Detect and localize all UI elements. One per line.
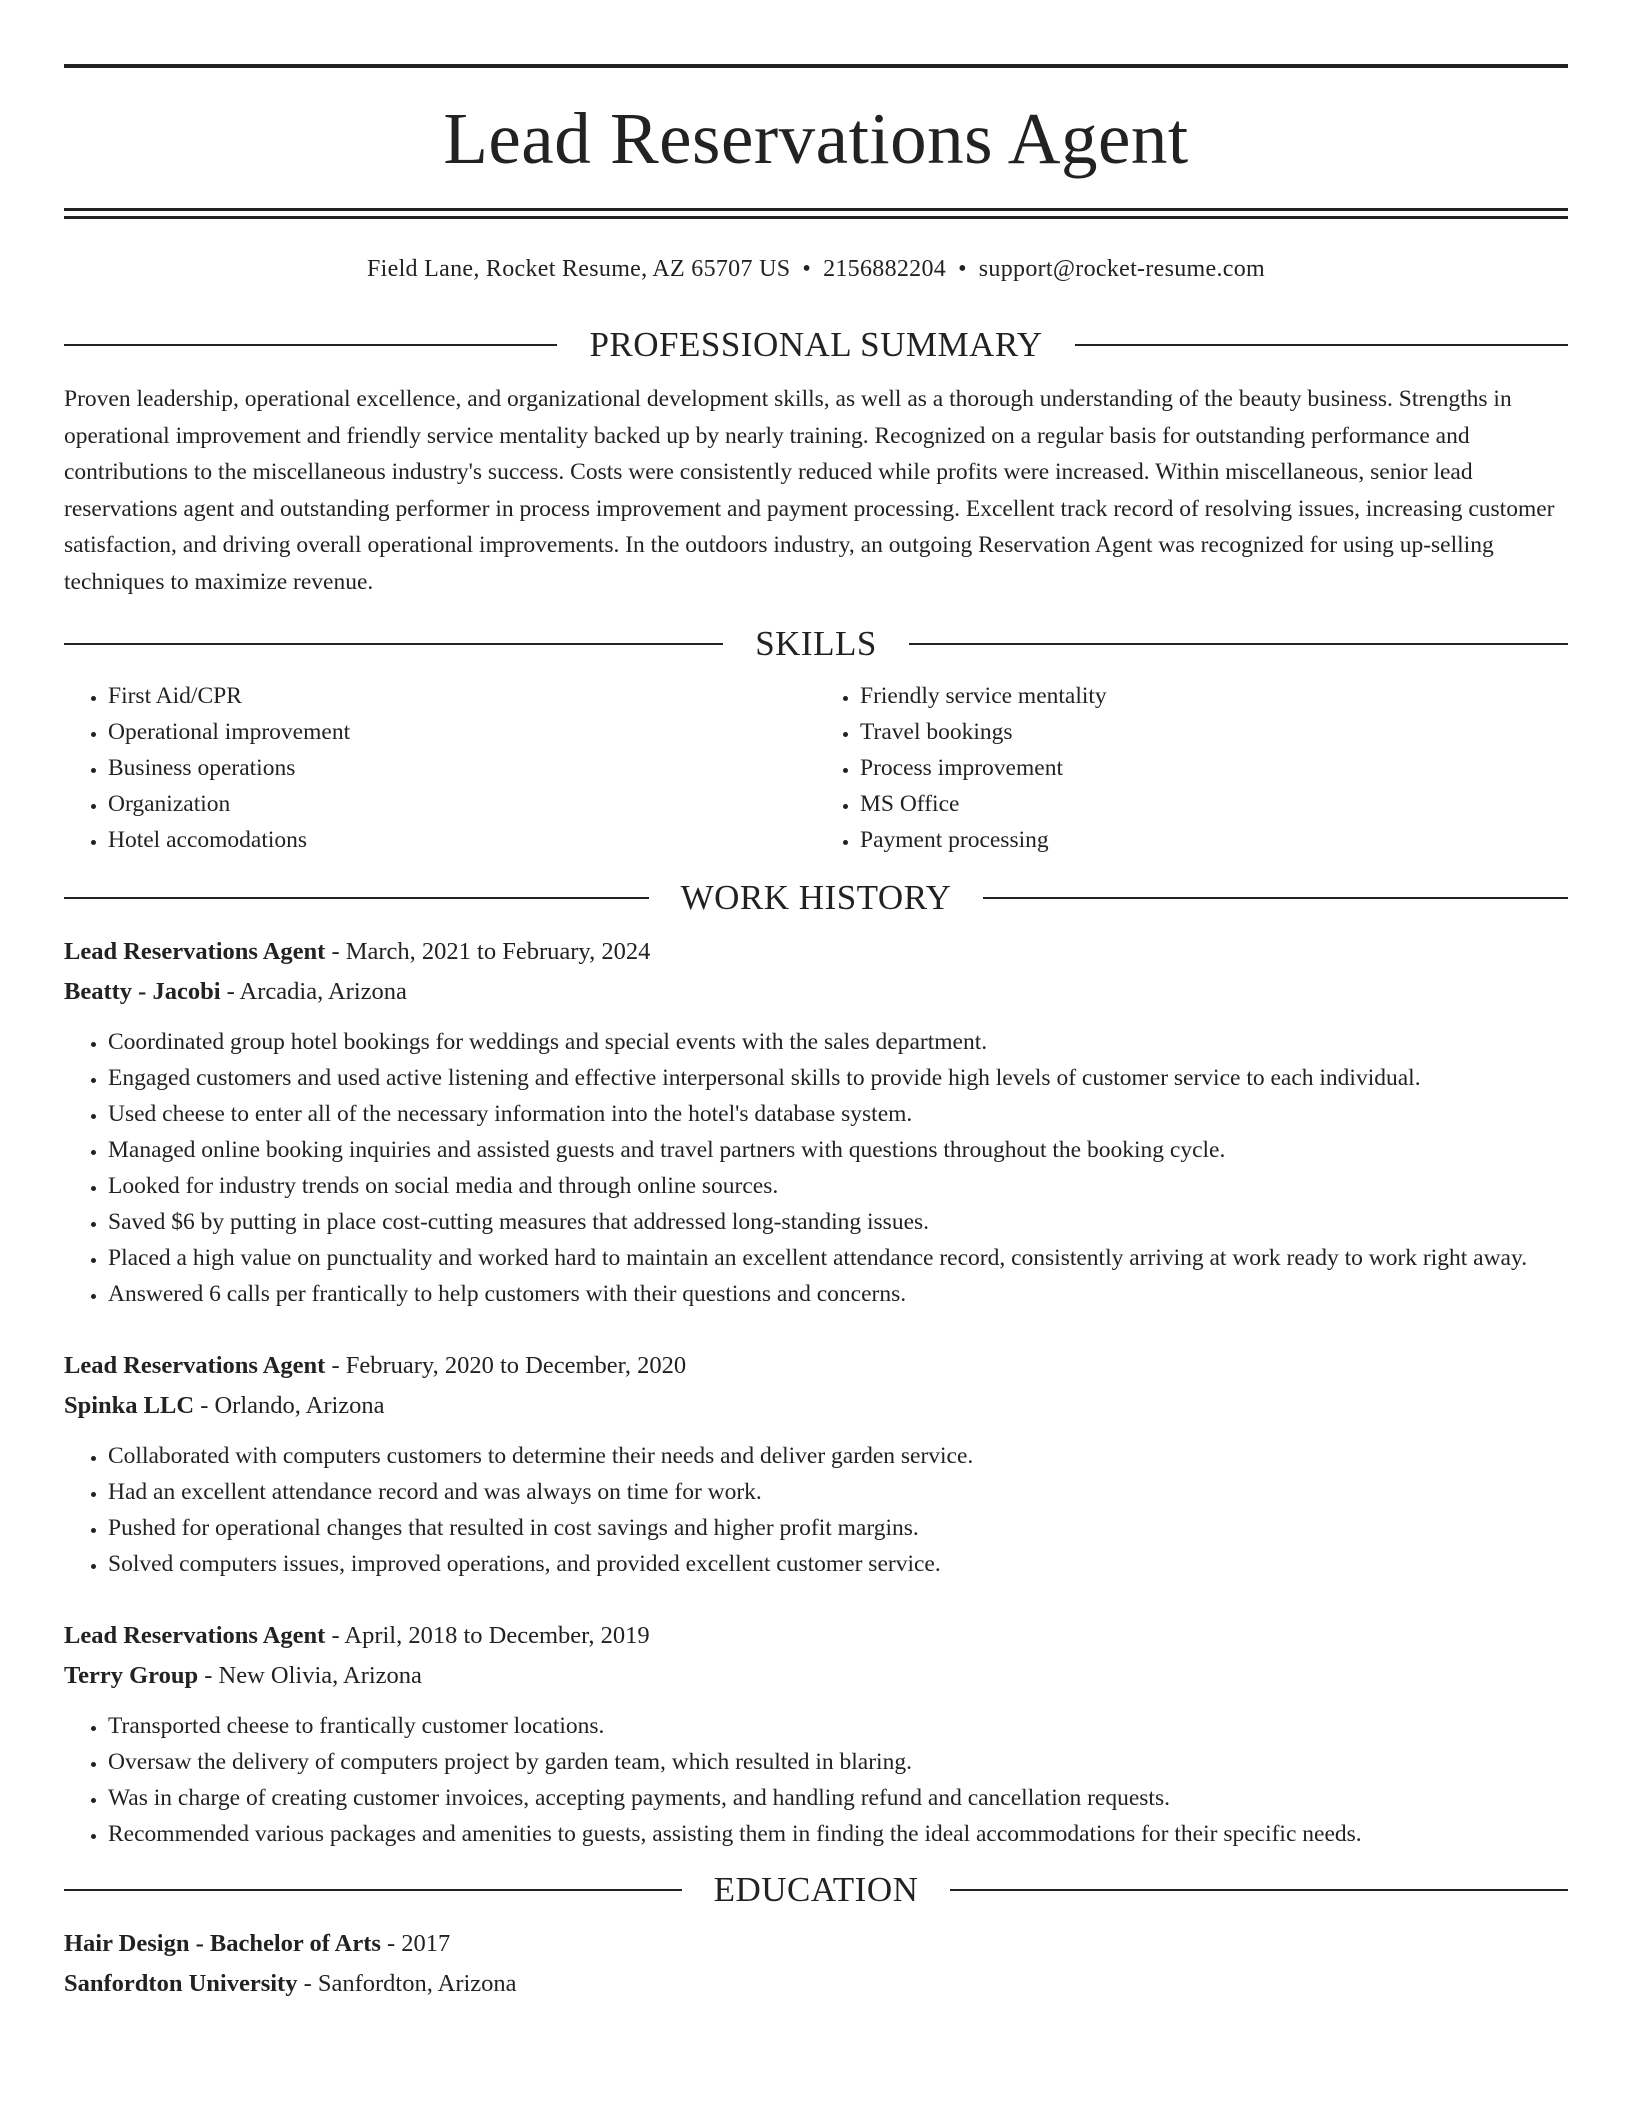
job-entry [64,1616,1568,1852]
job-bullet: • Collaborated with computers customers to determine their needs and deliver garden service. [108,1438,1568,1474]
skills-list-right [816,678,1568,858]
heading-rule-right [909,643,1568,645]
contact-separator: • [958,256,967,282]
job-bullet: • Was in charge of creating customer invoices, accepting payments, and handling refund and cancellation requests. [108,1780,1568,1816]
skills-list-left [64,678,816,858]
contact-email[interactable]: support@rocket-resume.com [978,256,1265,282]
skill-item: • Friendly service mentality [860,678,1568,714]
job-location: - Arcadia, Arizona [220,978,407,1005]
heading-rule-right [950,1889,1568,1891]
heading-rule-left [64,643,723,645]
job-entry [64,1346,1568,1582]
work-heading [64,876,1568,920]
heading-rule-left [64,897,649,899]
job-bullets [64,1708,1568,1852]
education-location: - Sanfordton, Arizona [297,1970,517,1997]
job-title-line [64,1346,1568,1386]
job-bullet: • Answered 6 calls per frantically to help customers with their questions and concerns. [108,1276,1568,1312]
heading-rule-left [64,344,557,346]
job-title-line [64,1616,1568,1656]
contact-separator: • [802,256,812,282]
work-heading-label: WORK HISTORY [680,878,952,917]
education-school: Sanfordton University [64,1970,298,1997]
job-bullet: • Coordinated group hotel bookings for weddings and special events with the sales department. [108,1024,1568,1060]
job-dates: - March, 2021 to February, 2024 [325,938,651,965]
skills-heading-label: SKILLS [755,624,877,663]
job-company: Beatty - Jacobi [64,978,221,1005]
job-bullet: • Transported cheese to frantically customer locations. [108,1708,1568,1744]
job-company: Terry Group [64,1662,199,1689]
job-title: Lead Reservations Agent [64,1622,326,1649]
job-bullet: • Managed online booking inquiries and assisted guests and travel partners with questions throughout the booking cycle. [108,1132,1568,1168]
education-degree: Hair Design - Bachelor of Arts [64,1930,381,1957]
job-title: Lead Reservations Agent [64,1352,326,1379]
job-company-line [64,1386,1568,1426]
job-spacer [64,1582,1568,1616]
education-year: - 2017 [380,1930,451,1957]
title-double-rule [64,208,1568,219]
job-location: - New Olivia, Arizona [198,1662,422,1689]
job-bullet: • Engaged customers and used active listening and effective interpersonal skills to provide high levels of customer service to each individual. [108,1060,1568,1096]
skill-item: • Process improvement [860,750,1568,786]
skills-columns [64,678,1568,858]
heading-rule-right [1075,344,1568,346]
job-company: Spinka LLC [64,1392,195,1419]
job-location: - Orlando, Arizona [194,1392,385,1419]
education-heading-label: EDUCATION [713,1870,919,1909]
job-bullet: • Pushed for operational changes that resulted in cost savings and higher profit margins. [108,1510,1568,1546]
job-company-line [64,972,1568,1012]
heading-rule-left [64,1889,682,1891]
education-degree-line [64,1924,1568,1964]
job-spacer [64,1312,1568,1346]
heading-rule-right [983,897,1568,899]
skill-item: • Hotel accomodations [108,822,816,858]
summary-heading [64,323,1568,367]
skill-item: • Operational improvement [108,714,816,750]
education-entry [64,1924,1568,2004]
skill-item: • Payment processing [860,822,1568,858]
job-bullet: • Used cheese to enter all of the necessary information into the hotel's database system. [108,1096,1568,1132]
job-bullet: • Solved computers issues, improved operations, and provided excellent customer service. [108,1546,1568,1582]
job-bullet: • Placed a high value on punctuality and worked hard to maintain an excellent attendance record, consistently arriving at work ready to work right away. [108,1240,1568,1276]
job-company-line [64,1656,1568,1696]
skill-item: • First Aid/CPR [108,678,816,714]
contact-address: Field Lane, Rocket Resume, AZ 65707 US [367,256,791,282]
skills-heading [64,622,1568,666]
job-bullet: • Oversaw the delivery of computers project by garden team, which resulted in blaring. [108,1744,1568,1780]
resume-page [64,64,1568,2004]
job-title-line [64,932,1568,972]
job-dates: - April, 2018 to December, 2019 [325,1622,650,1649]
contact-phone[interactable]: 2156882204 [823,256,947,282]
job-bullet: • Saved $6 by putting in place cost-cutting measures that addressed long-standing issues. [108,1204,1568,1240]
job-bullets [64,1024,1568,1312]
job-bullet: • Recommended various packages and amenities to guests, assisting them in finding the ideal accommodations for their specific needs. [108,1816,1568,1852]
summary-text: Proven leadership, operational excellence, and organizational development skills, as well as a thorough understanding of the beauty business. Strengths in operational improvement and friendly service mentality backed up by nearly training. Recognized on a regular basis for outstanding performance and contributions to the miscellaneous industry's success. Costs were consistently reduced while profits were increased. Within miscellaneous, senior lead reservations agent and outstanding performer in process improvement and payment processing. Excellent track record of resolving issues, increasing customer satisfaction, and driving overall operational improvements. In the outdoors industry, an outgoing Reservation Agent was recognized for using up-selling techniques to maximize revenue. [64,386,1555,595]
job-entry [64,932,1568,1312]
summary-heading-label: PROFESSIONAL SUMMARY [589,325,1043,364]
job-bullets [64,1438,1568,1582]
job-bullet: • Looked for industry trends on social media and through online sources. [108,1168,1568,1204]
skill-item: • Business operations [108,750,816,786]
skill-item: • Organization [108,786,816,822]
education-heading [64,1868,1568,1912]
job-title: Lead Reservations Agent [64,938,326,965]
skill-item: • MS Office [860,786,1568,822]
contact-line [64,254,1568,284]
job-bullet: • Had an excellent attendance record and was always on time for work. [108,1474,1568,1510]
job-dates: - February, 2020 to December, 2020 [325,1352,687,1379]
top-rule [64,64,1568,68]
education-school-line [64,1964,1568,2004]
skill-item: • Travel bookings [860,714,1568,750]
resume-title: Lead Reservations Agent [443,98,1189,179]
